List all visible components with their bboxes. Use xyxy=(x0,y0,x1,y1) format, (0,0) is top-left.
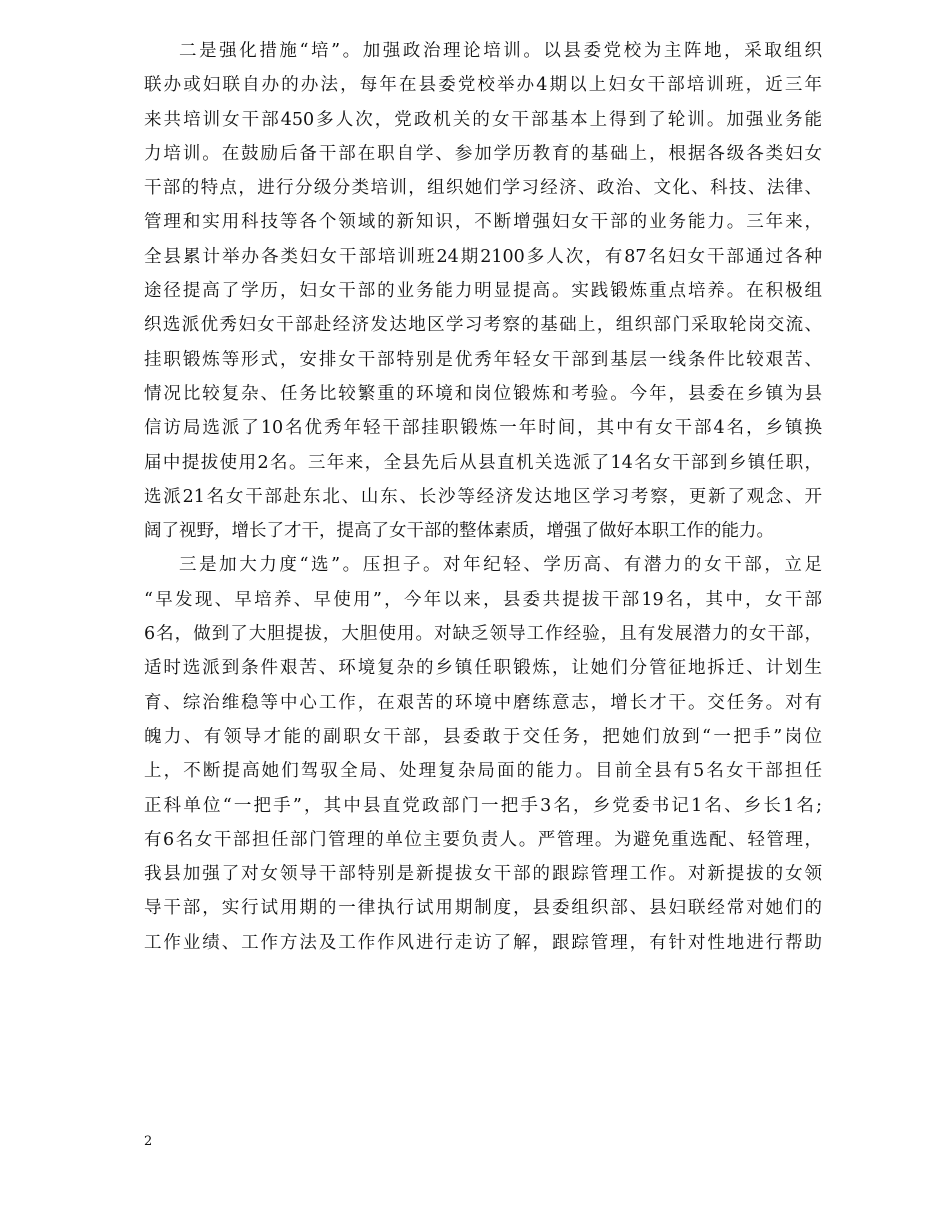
text-line: 联办或妇联自办的办法，每年在县委党校举办4期以上妇女干部培训班，近三年 xyxy=(144,75,822,96)
body-text xyxy=(144,34,822,960)
page-number: 2 xyxy=(144,1134,153,1149)
text-line: 选派21名女干部赴东北、山东、长沙等经济发达地区学习考察，更新了观念、开 xyxy=(144,486,822,507)
text-line: 有6名女干部担任部门管理的单位主要负责人。严管理。为避免重选配、轻管理， xyxy=(144,829,822,850)
text-line: 途径提高了学历，妇女干部的业务能力明显提高。实践锻炼重点培养。在积极组 xyxy=(144,281,822,302)
text-line: 二是强化措施“培”。加强政治理论培训。以县委党校为主阵地，采取组织 xyxy=(179,41,822,61)
text-line: 全县累计举办各类妇女干部培训班24期2100多人次，有87名妇女干部通过各种 xyxy=(144,246,822,267)
text-line: 三是加大力度“选”。压担子。对年纪轻、学历高、有潜力的女干部，立足 xyxy=(179,555,822,576)
text-line: 魄力、有领导才能的副职女干部，县委敢于交任务，把她们放到“一把手”岗位 xyxy=(144,726,822,747)
text-line: 6名，做到了大胆提拔，大胆使用。对缺乏领导工作经验，且有发展潜力的女干部， xyxy=(144,624,822,645)
text-line: 干部的特点，进行分级分类培训，组织她们学习经济、政治、文化、科技、法律、 xyxy=(144,178,822,199)
text-line: 阔了视野，增长了才干，提高了女干部的整体素质，增强了做好本职工作的能力。 xyxy=(144,521,774,542)
text-line: 上，不断提高她们驾驭全局、处理复杂局面的能力。目前全县有5名女干部担任 xyxy=(144,761,822,782)
text-line: 工作业绩、工作方法及工作作风进行走访了解，跟踪管理，有针对性地进行帮助 xyxy=(144,932,822,953)
text-line: 届中提拔使用2名。三年来，全县先后从县直机关选派了14名女干部到乡镇任职， xyxy=(144,452,822,473)
text-line: 管理和实用科技等各个领域的新知识，不断增强妇女干部的业务能力。三年来， xyxy=(144,212,822,233)
text-line: 挂职锻炼等形式，安排女干部特别是优秀年轻女干部到基层一线条件比较艰苦、 xyxy=(144,349,822,370)
text-line: 织选派优秀妇女干部赴经济发达地区学习考察的基础上，组织部门采取轮岗交流、 xyxy=(144,315,822,336)
text-line: 信访局选派了10名优秀年轻干部挂职锻炼一年时间，其中有女干部4名，乡镇换 xyxy=(144,418,822,439)
text-line: 适时选派到条件艰苦、环境复杂的乡镇任职锻炼，让她们分管征地拆迁、计划生 xyxy=(144,658,822,679)
text-line: 导干部，实行试用期的一律执行试用期制度，县委组织部、县妇联经常对她们的 xyxy=(144,898,822,919)
text-line: 正科单位“一把手”，其中县直党政部门一把手3名，乡党委书记1名、乡长1名; xyxy=(144,795,822,816)
text-line: “早发现、早培养、早使用”，今年以来，县委共提拔干部19名，其中，女干部 xyxy=(144,589,822,610)
text-line: 我县加强了对女领导干部特别是新提拔女干部的跟踪管理工作。对新提拔的女领 xyxy=(144,864,822,885)
text-line: 情况比较复杂、任务比较繁重的环境和岗位锻炼和考验。今年，县委在乡镇为县 xyxy=(144,383,822,404)
text-line: 来共培训女干部450多人次，党政机关的女干部基本上得到了轮训。加强业务能 xyxy=(144,109,822,130)
text-line: 育、综治维稳等中心工作，在艰苦的环境中磨练意志，增长才干。交任务。对有 xyxy=(144,692,822,713)
text-line: 力培训。在鼓励后备干部在职自学、参加学历教育的基础上，根据各级各类妇女 xyxy=(144,143,822,164)
